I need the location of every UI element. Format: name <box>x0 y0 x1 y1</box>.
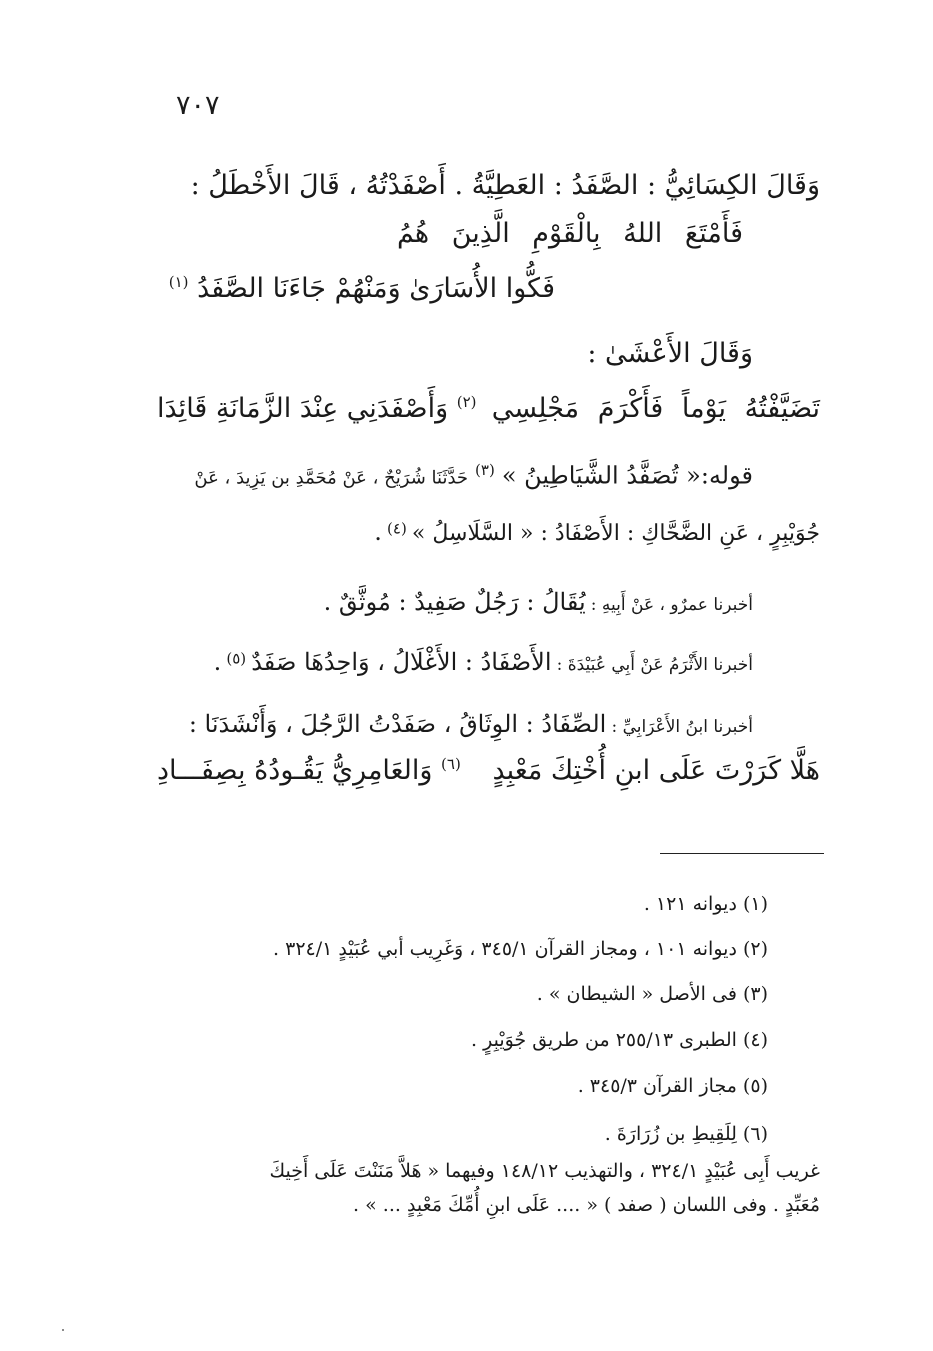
verse-2-right-hemistich: تَضَيَّفْتُهُ يَوْماً فَأَكْرَمَ مَجْلِسِي <box>491 393 820 424</box>
footnote-separator <box>660 853 824 854</box>
footnote-3: (٣) فى الأصل « الشيطان » . <box>536 983 768 1005</box>
body-text: وَقَالَ الكِسَائِيُّ : الصَّفَدُ : العَطِيَّةُ . أَصْفَدْتُهُ ، قَالَ الأَخْطَلُ : <box>190 170 820 201</box>
body-line-kisai <box>191 172 820 199</box>
footnote-ref-5: (٥) <box>226 649 247 668</box>
footnote-6: (٦) لِلَقِيطِ بن زُرَارَةَ . <box>604 1123 768 1145</box>
body-line-athram: أخبرنا الأَثْرَمُ عَنْ أَبِي عُبَيْدَةَ : الأَصْفَادُ : الأَغْلَالُ ، وَاحِدُهَا صَفَدٌ (٥) . <box>213 648 753 676</box>
verse-1-first-hemistich: فَأَمْتَعَ اللهُ بِالْقَوْمِ الَّذِينَ هُمُ <box>396 218 743 249</box>
footnote-ref-4: (٤) <box>387 519 407 538</box>
body-line-asha: وَقَالَ الأَعْشَىٰ : <box>587 338 753 369</box>
scan-speck <box>62 1329 64 1331</box>
footnote-4: (٤) الطبرى ٢٥٥/١٣ من طريق جُوَيْبِرٍ . <box>471 1029 768 1051</box>
footnote-ref-6: (٦) <box>441 755 461 773</box>
verse-3-left-hemistich: $^{(٦)}$ وَالعَامِرِيُّ يَقُـودُهُ بِصِفَـــادِ <box>157 755 461 786</box>
footnote-ref-3: (٣) <box>475 461 495 479</box>
verse-2-left-hemistich: $^{(٢)}$ وَأَصْفَدَنِي عِنْدَ الزَّمَانَةِ قَائِدَا <box>157 393 477 424</box>
footnote-6-continued-2: مُعَبِّدٍ . وفى اللسان ( صفد ) « .... عَلَى ابنِ أُمِّكَ مَعْبِدٍ ... » . <box>353 1194 820 1216</box>
body-line-ibn-arabi: أخبرنا ابنُ الأَعْرَابِيِّ : الصِّفَادُ : الوِثَاقُ ، صَفَدْتُ الرَّجُلَ ، وَأَنْشَدَنَا : <box>188 710 753 738</box>
footnote-ref-1: (١) <box>168 273 189 291</box>
footnote-6-continued: غريب أَبِى عُبَيْدٍ ٣٢٤/١ ، والتهذيب ١٤٨/١٢ وفيهما « هَلاَّ مَنَنْتَ عَلَى أَخِيكَ <box>269 1160 820 1182</box>
verse-3-right-hemistich: هَلَّا كَرَرْتَ عَلَى ابنِ أُخْتِكَ مَعْبِدٍ <box>492 755 820 786</box>
body-line-qawluhu: قوله:« تُصَفَّدُ الشَّيَاطِينُ » $^{(٣)}$ حَدَّثَنَا شُرَيْحٌ ، عَنْ مُحَمَّدِ بن يَزِيدَ ، عَنْ <box>194 461 753 490</box>
footnote-1: (١) ديوانه ١٢١ . <box>643 893 768 915</box>
footnote-5: (٥) مجاز القرآن ٣٤٥/٣ . <box>577 1075 768 1097</box>
verse-1-second-hemistich: فَكُّوا الأُسَارَىٰ وَمَنْهُمْ جَاءَنَا الصَّفَدُ $^{(١)}$ <box>168 273 555 304</box>
body-line-juwaybir: جُوَيْبِرٍ ، عَنِ الضَّحَّاكِ : الأَصْفَادُ : « السَّلَاسِلُ » (٤) . <box>374 518 820 546</box>
footnote-2: (٢) ديوانه ١٠١ ، ومجاز القرآن ٣٤٥/١ ، وَغَرِيب أبي عُبَيْدٍ ٣٢٤/١ . <box>273 938 768 960</box>
page-number: ٧٠٧ <box>176 90 220 121</box>
footnote-ref-2: (٢) <box>456 393 477 411</box>
body-line-amr: أخبرنا عمرٌو ، عَنْ أَبِيهِ : يُقَالُ : رَجُلٌ صَفِيدٌ : مُوثَّقٌ . <box>323 588 753 616</box>
